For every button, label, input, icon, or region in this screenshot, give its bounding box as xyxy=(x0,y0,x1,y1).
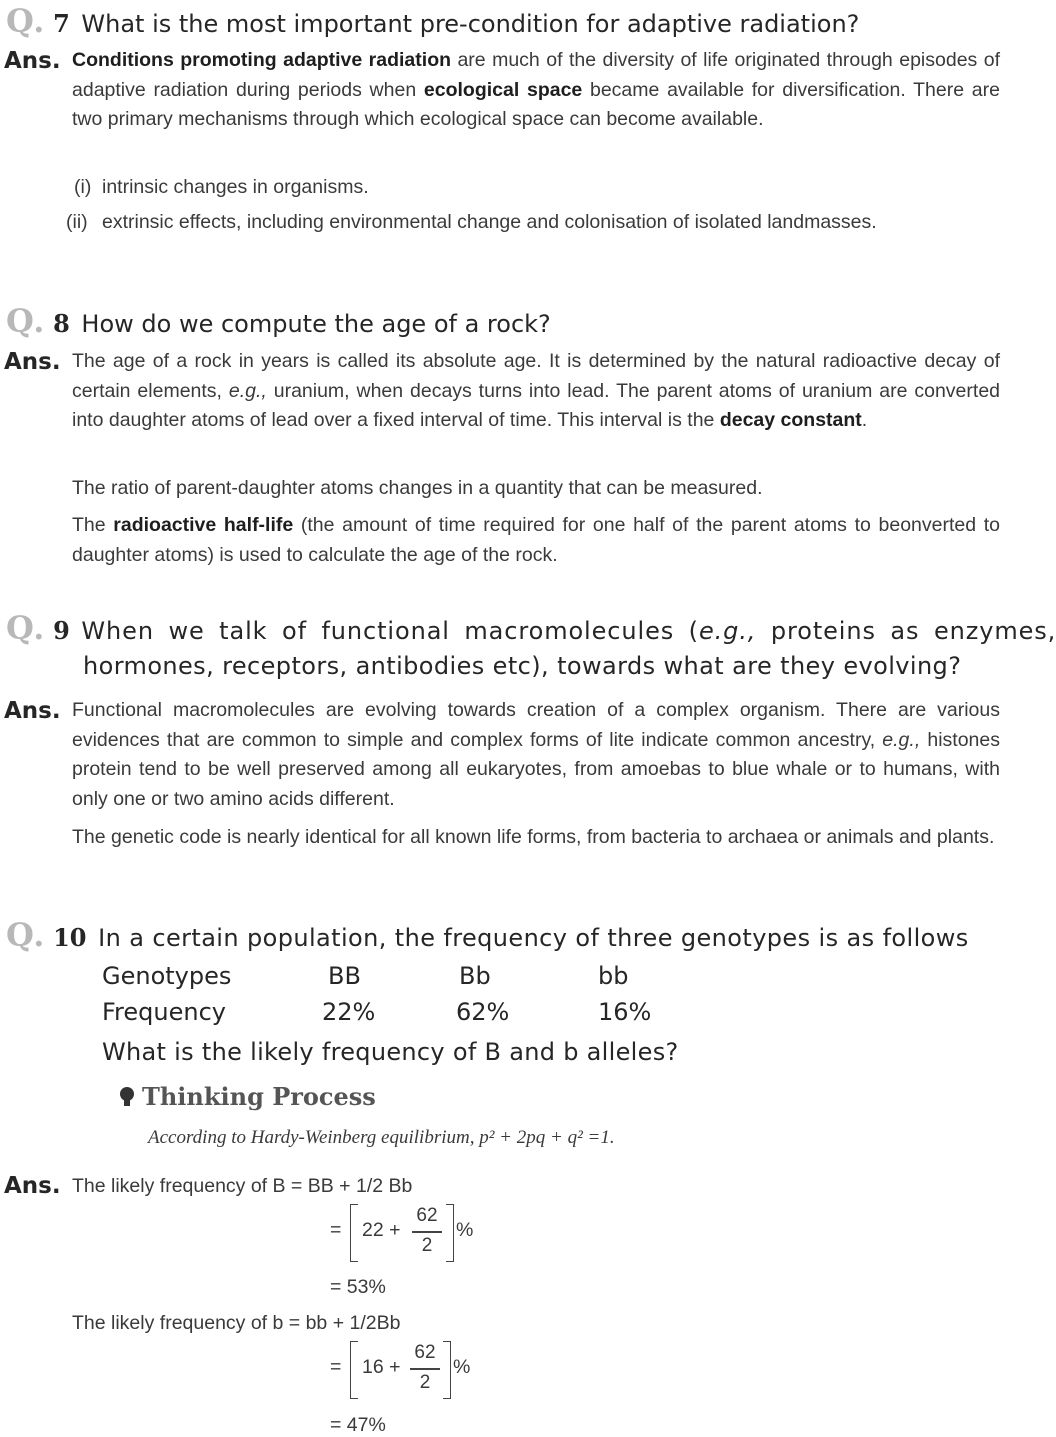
q-mark: Q. xyxy=(6,2,46,40)
table-cell: 22% xyxy=(322,998,376,1026)
thinking-title: Thinking Process xyxy=(142,1082,376,1111)
percent-sign: % xyxy=(453,1356,471,1378)
calc-line: The likely frequency of B = BB + 1/2 Bb xyxy=(72,1175,413,1197)
question-text: In a certain population, the frequency of three genotypes is as follows xyxy=(98,924,969,952)
thinking-text xyxy=(148,1127,615,1149)
calc-line: The likely frequency of b = bb + 1/2Bb xyxy=(72,1312,401,1334)
question-text: What is the most important pre-condition for adaptive radiation? xyxy=(81,10,860,38)
list-text: intrinsic changes in organisms. xyxy=(102,176,369,198)
question-9-heading xyxy=(6,609,1056,647)
table-cell: BB xyxy=(328,962,361,990)
question-text-line2: hormones, receptors, antibodies etc), towards what are they evolving? xyxy=(83,652,962,680)
right-bracket xyxy=(443,1341,451,1399)
question-text-2: What is the likely frequency of B and b alleles? xyxy=(102,1038,679,1066)
fraction-denominator: 2 xyxy=(419,1372,431,1393)
fraction-bar xyxy=(410,1368,440,1370)
answer-label: Ans. xyxy=(4,1173,61,1199)
list-item xyxy=(74,173,1000,201)
question-8-heading xyxy=(6,302,551,340)
list-item xyxy=(66,208,1000,236)
lightbulb-icon xyxy=(120,1087,134,1107)
equals: = xyxy=(330,1219,342,1241)
answer-paragraph xyxy=(72,46,1000,135)
question-7-heading xyxy=(6,2,859,40)
fraction-numerator: 62 xyxy=(416,1205,438,1226)
bold-term: radioactive half-life xyxy=(113,514,294,536)
table-cell: Bb xyxy=(459,962,491,990)
question-number: 8 xyxy=(53,309,70,338)
calc-result: = 47% xyxy=(330,1414,386,1436)
fraction-numerator: 62 xyxy=(414,1342,436,1363)
list-number: (i) xyxy=(74,176,92,198)
question-number: 7 xyxy=(53,9,70,38)
text: (the amount of time required for one half of the parent atoms to beonverted to daughter atoms) is used to calculate the age of the rock. xyxy=(72,514,1000,566)
question-10-heading xyxy=(6,916,969,954)
calc-result: = 53% xyxy=(330,1276,386,1298)
text: The age of a rock in years is called its absolute age. It is determined by the natural radioactive decay of certain elements, xyxy=(72,350,1000,402)
question-text: How do we compute the age of a rock? xyxy=(81,310,551,338)
bold-term: Conditions promoting adaptive radiation xyxy=(72,49,452,71)
left-bracket xyxy=(350,1341,358,1399)
q-mark: Q. xyxy=(6,609,46,647)
text: When we talk of functional macromolecules ( xyxy=(81,617,699,645)
italic-text: e.g., xyxy=(228,379,267,402)
table-cell: 62% xyxy=(456,998,510,1026)
text: became available for diversification. There are two primary mechanisms through which ecological space can become available. xyxy=(72,78,1000,130)
q-mark: Q. xyxy=(6,916,46,954)
text: proteins as enzymes, xyxy=(756,617,1056,645)
left-bracket xyxy=(350,1204,358,1262)
text: histones protein tend to be well preserved among all eukaryotes, from amoebas to blue whale or to humans, with only one or two amino acids different. xyxy=(72,728,1000,810)
q-mark: Q. xyxy=(6,302,46,340)
text: The xyxy=(72,514,114,536)
text: are much of the diversity of life originated through episodes of adaptive radiation during periods when xyxy=(72,49,1000,101)
question-text xyxy=(81,617,1056,645)
bold-term: ecological space xyxy=(423,78,583,101)
answer-paragraph: The ratio of parent-daughter atoms changes in a quantity that can be measured. xyxy=(72,477,763,499)
table-cell: 16% xyxy=(598,998,652,1026)
answer-paragraph xyxy=(72,696,1000,814)
table-cell: Genotypes xyxy=(102,962,232,990)
bold-term: decay constant xyxy=(719,409,862,431)
calc-term: 16 + xyxy=(362,1356,401,1378)
answer-label: Ans. xyxy=(4,698,61,724)
right-bracket xyxy=(446,1204,454,1262)
table-cell: Frequency xyxy=(102,998,226,1026)
text: According to Hardy-Weinberg equilibrium, xyxy=(148,1127,480,1148)
italic-text: e.g., xyxy=(882,728,921,751)
list-number: (ii) xyxy=(66,211,88,233)
percent-sign: % xyxy=(456,1219,474,1241)
answer-label: Ans. xyxy=(4,48,61,74)
thinking-process-heading xyxy=(120,1082,376,1111)
answer-paragraph xyxy=(72,511,1000,570)
text: uranium, when decays turns into lead. The parent atoms of uranium are converted into daughter atoms of lead over a fixed interval of time. This interval is the xyxy=(72,379,1001,431)
list-text: extrinsic effects, including environmental change and colonisation of isolated landmasses. xyxy=(102,211,877,233)
calc-term: 22 + xyxy=(362,1219,401,1241)
equals: = xyxy=(330,1356,342,1378)
table-cell: bb xyxy=(598,962,629,990)
question-number: 10 xyxy=(53,923,87,952)
answer-label: Ans. xyxy=(4,349,61,375)
text: . xyxy=(861,409,868,431)
formula: p² + 2pq + q² =1. xyxy=(479,1127,615,1148)
italic-text: e.g., xyxy=(698,617,757,645)
text: Functional macromolecules are evolving towards creation of a complex organism. There are various evidences that are common to simple and complex forms of lite indicate common ancestry, xyxy=(72,699,1000,751)
fraction-denominator: 2 xyxy=(421,1235,433,1256)
question-number: 9 xyxy=(53,616,70,645)
answer-paragraph: The genetic code is nearly identical for all known life forms, from bacteria to archaea or animals and plants. xyxy=(72,826,995,848)
answer-paragraph xyxy=(72,347,1000,436)
fraction-bar xyxy=(412,1231,442,1233)
